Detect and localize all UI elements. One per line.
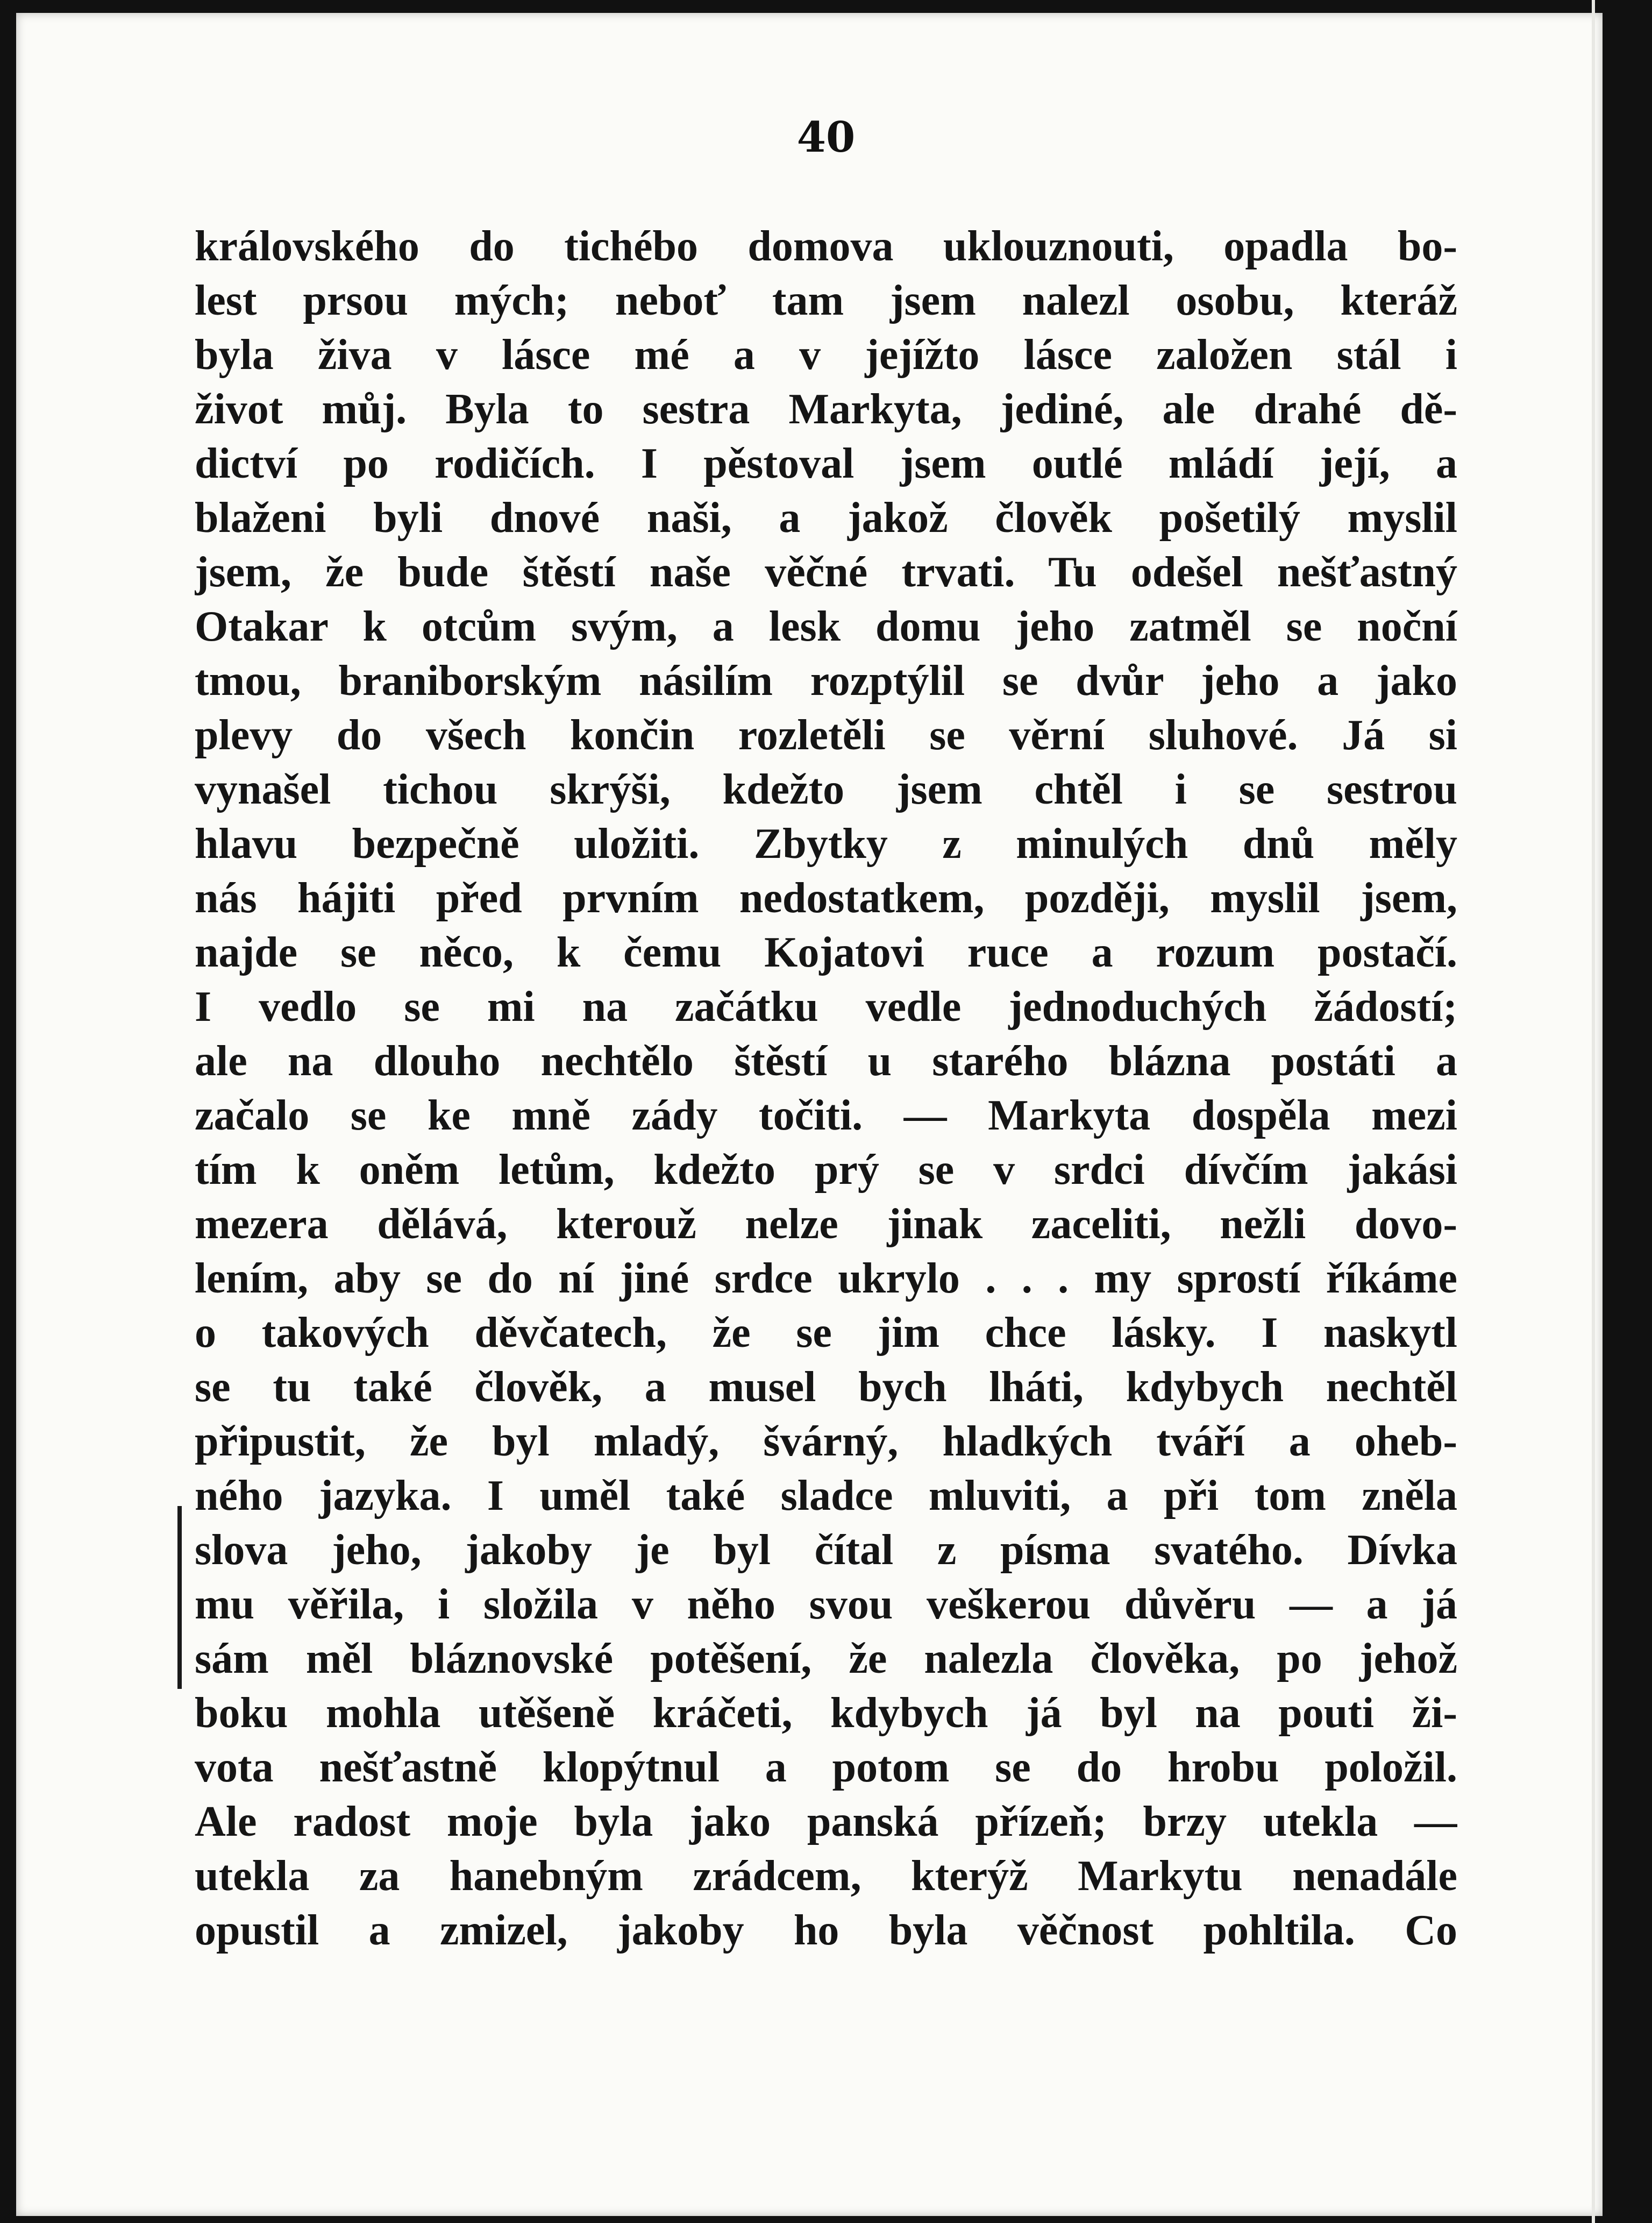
body-text	[195, 219, 1457, 1958]
text-line: hlavu bezpečně uložiti. Zbytky z minulých dnů měly	[195, 820, 1457, 868]
text-line: dictví po rodičích. I pěstoval jsem outlé mládí její, a	[195, 440, 1457, 487]
page-edge	[1592, 0, 1595, 2223]
text-line: lest prsou mých; neboť tam jsem nalezl osobu, kteráž	[195, 277, 1457, 324]
text-line: slova jeho, jakoby je byl čítal z písma svatého. Dívka	[195, 1526, 1457, 1574]
text-line: Ale radost moje byla jako panská přízeň; brzy utekla —	[195, 1798, 1457, 1845]
text-line: blaženi byli dnové naši, a jakož člověk pošetilý myslil	[195, 494, 1457, 542]
text-line: plevy do všech končin rozletěli se věrní sluhové. Já si	[195, 712, 1457, 759]
text-line: opustil a zmizel, jakoby ho byla věčnost pohltila. Co	[195, 1907, 1457, 1954]
text-line: sám měl bláznovské potěšení, že nalezla člověka, po jehož	[195, 1635, 1457, 1682]
text-line: královského do tichébo domova uklouznouti, opadla bo-	[195, 223, 1457, 270]
text-line: připustit, že byl mladý, švárný, hladkých tváří a oheb-	[195, 1418, 1457, 1465]
text-line: tmou, braniborským násilím rozptýlil se dvůr jeho a jako	[195, 657, 1457, 705]
text-line: ale na dlouho nechtělo štěstí u starého blázna postáti a	[195, 1038, 1457, 1085]
text-line: najde se něco, k čemu Kojatovi ruce a rozum postačí.	[195, 929, 1457, 976]
gutter-mark	[177, 1506, 182, 1689]
text-line: lením, aby se do ní jiné srdce ukrylo . . . my sprostí říkáme	[195, 1255, 1457, 1302]
text-line: mezera dělává, kterouž nelze jinak zaceliti, nežli dovo-	[195, 1201, 1457, 1248]
text-line: vota nešťastně klopýtnul a potom se do hrobu položil.	[195, 1744, 1457, 1791]
text-line: začalo se ke mně zády točiti. — Markyta dospěla mezi	[195, 1092, 1457, 1139]
page-number: 40	[796, 113, 856, 162]
text-line: ného jazyka. I uměl také sladce mluviti, a při tom zněla	[195, 1472, 1457, 1519]
text-line: Otakar k otcům svým, a lesk domu jeho zatměl se noční	[195, 603, 1457, 650]
text-line: utekla za hanebným zrádcem, kterýž Markytu nenadále	[195, 1852, 1457, 1900]
text-line: mu věřila, i složila v něho svou veškerou důvěru — a já	[195, 1581, 1457, 1628]
text-line: jsem, že bude štěstí naše věčné trvati. Tu odešel nešťastný	[195, 549, 1457, 596]
text-line: byla živa v lásce mé a v jejížto lásce založen stál i	[195, 331, 1457, 379]
text-line: I vedlo se mi na začátku vedle jednoduchých žádostí;	[195, 983, 1457, 1031]
text-line: život můj. Byla to sestra Markyta, jediné, ale drahé dě-	[195, 386, 1457, 433]
text-line: nás hájiti před prvním nedostatkem, později, myslil jsem,	[195, 875, 1457, 922]
text-line: tím k oněm letům, kdežto prý se v srdci dívčím jakási	[195, 1146, 1457, 1194]
text-line: vynašel tichou skrýši, kdežto jsem chtěl i se sestrou	[195, 766, 1457, 813]
text-line: boku mohla utěšeně kráčeti, kdybych já byl na pouti ži-	[195, 1689, 1457, 1737]
text-line: o takových děvčatech, že se jim chce lásky. I naskytl	[195, 1309, 1457, 1356]
text-line: se tu také člověk, a musel bych lháti, kdybych nechtěl	[195, 1363, 1457, 1411]
